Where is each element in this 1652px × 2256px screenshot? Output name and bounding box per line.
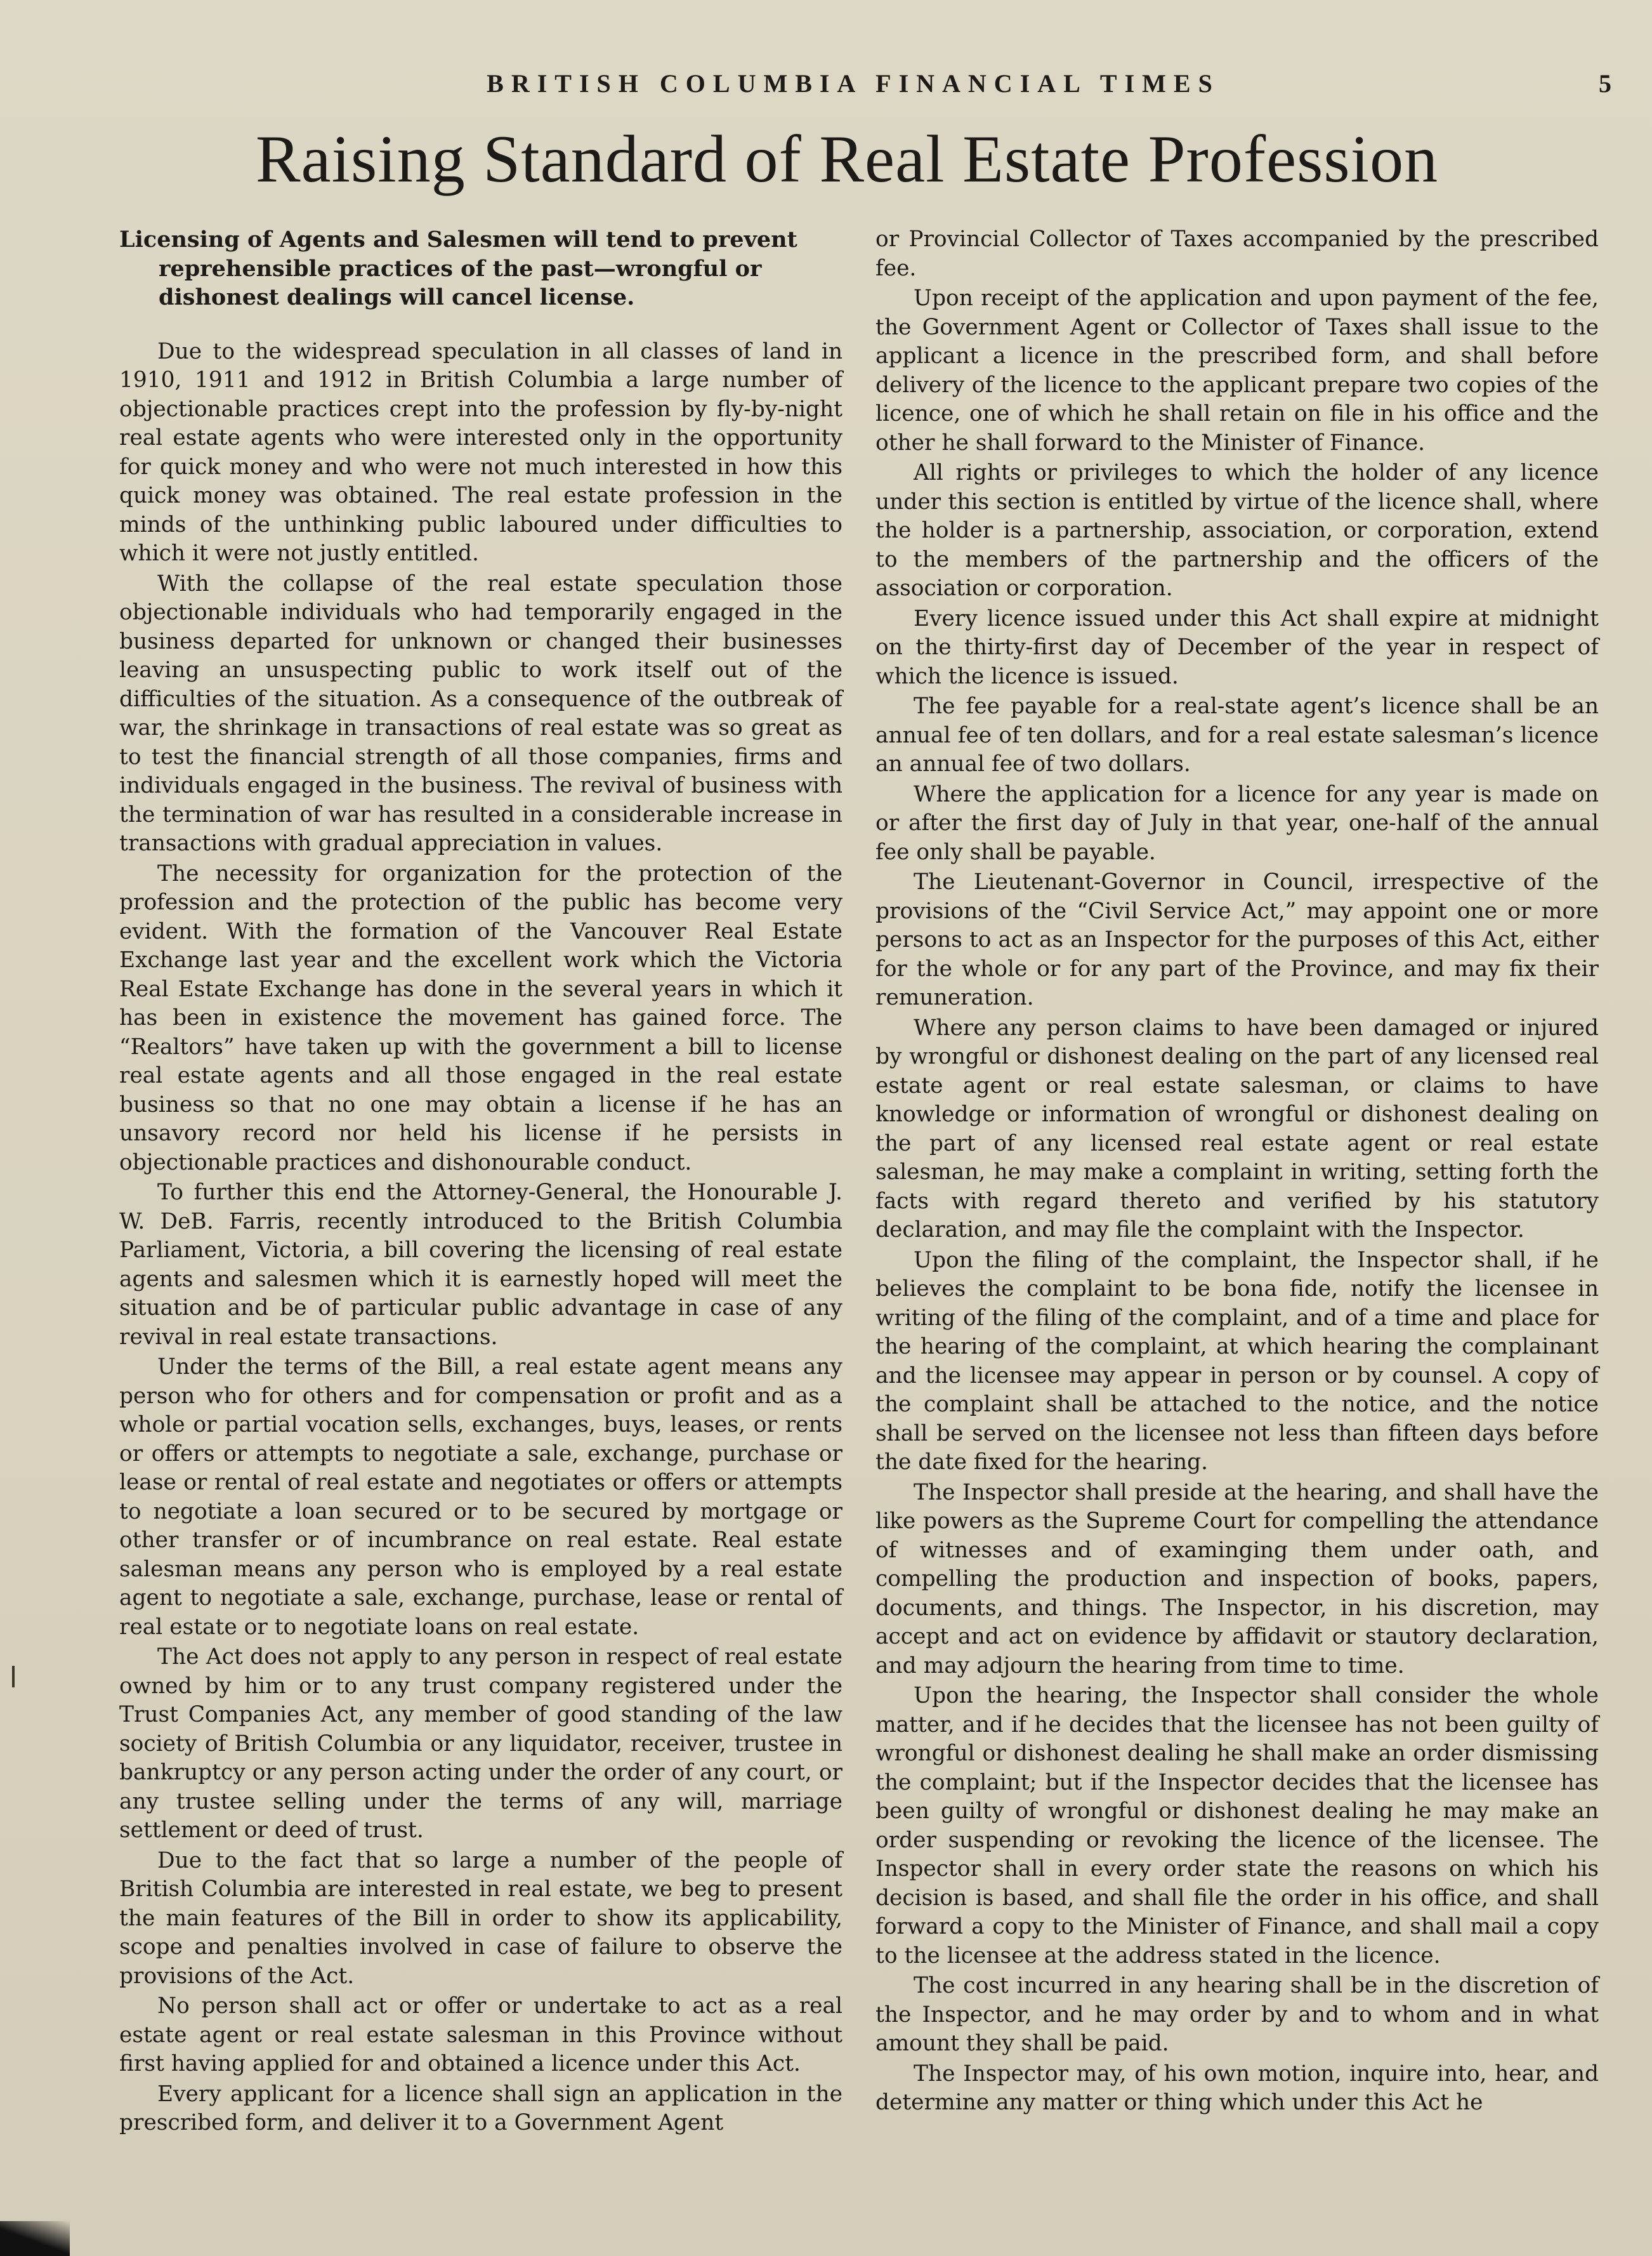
article-deck: Licensing of Agents and Salesmen will tend to prevent reprehensible practices of the past—wrongful or dishonest dealings will cancel license. xyxy=(119,227,797,310)
paragraph: To further this end the Attorney-General, the Honourable J. W. DeB. Farris, recently introduced to the British Columbia Parliament, Victoria, a bill covering the licensing of real estate agents and salesmen which it is earnestly hoped will meet the situation and be of particular public advantage in case of any revival in real estate transactions. xyxy=(119,1180,842,1350)
paragraph: No person shall act or offer or undertake to act as a real estate agent or real estate salesman in this Province without first having applied for and obtained a licence under this Act. xyxy=(119,1993,842,2076)
paragraph: Upon receipt of the application and upon payment of the fee, the Government Agent or Collector of Taxes shall issue to the applicant a licence in the prescribed form, and shall before delivery of the licence to the applicant prepare two copies of the licence, one of which he shall retain on file in his office and the other he shall forward to the Minister of Finance. xyxy=(875,286,1599,456)
left-column xyxy=(119,225,842,2139)
paragraph: Every applicant for a licence shall sign an application in the prescribed form, and deliver it to a Government Agent xyxy=(119,2081,842,2135)
paragraph: The necessity for organization for the protection of the profession and the protection of the public has become very evident. With the formation of the Vancouver Real Estate Exchange last year and the excellent work which the Victoria Real Estate Exchange has done in the several years in which it has been in existence the movement has gained force. The “Realtors” have taken up with the government a bill to license real estate agents and all those engaged in the real estate business so that no one may obtain a license if he has an unsavory record nor held his license if he persists in objectionable practices and dishonourable conduct. xyxy=(119,861,842,1175)
paragraph: The cost incurred in any hearing shall be in the discretion of the Inspector, and he may order by and to whom and in what amount they shall be paid. xyxy=(875,1973,1599,2056)
paragraph: The Lieutenant-Governor in Council, irrespective of the provisions of the “Civil Service Act,” may appoint one or more persons to act as an Inspector for the purposes of this Act, either for the whole or for any part of the Province, and may fix their remuneration. xyxy=(875,869,1599,1010)
paragraph: Due to the fact that so large a number of the people of British Columbia are interested in real estate, we beg to present the main features of the Bill in order to show its applicability, scope and penalties involved in case of failure to observe the provisions of the Act. xyxy=(119,1847,842,1989)
paragraph: All rights or privileges to which the holder of any licence under this section is entitled by virtue of the licence shall, where the holder is a partnership, association, or corporation, extend to the members of the partnership and the officers of the association or corporation. xyxy=(875,460,1599,601)
page-number: 5 xyxy=(1599,69,1611,98)
running-head xyxy=(171,69,1611,107)
masthead: BRITISH COLUMBIA FINANCIAL TIMES xyxy=(487,69,1220,98)
paragraph: Where any person claims to have been damaged or injured by wrongful or dishonest dealing on the part of any licensed real estate agent or real estate salesman, or claims to have knowledge or information of wrongful or dishonest dealing on the part of any licensed real estate agent or real estate salesman, he may make a complaint in writing, setting forth the facts with regard thereto and verified by his statutory declaration, and may file the complaint with the Inspector. xyxy=(875,1015,1599,1243)
paragraph: The fee payable for a real-state agent’s licence shall be an annual fee of ten dollars, and for a real estate salesman’s licence an annual fee of two dollars. xyxy=(875,694,1599,777)
paragraph: The Inspector may, of his own motion, inquire into, hear, and determine any matter or thing which under this Act he xyxy=(875,2061,1599,2115)
paragraph: Upon the hearing, the Inspector shall consider the whole matter, and if he decides that the licensee has not been guilty of wrongful or dishonest dealing he shall make an order dismissing the complaint; but if the Inspector decides that the licensee has been guilty of wrongful or dishonest dealing he may make an order suspending or revoking the licence of the licensee. The Inspector shall in every order state the reasons on which his decision is based, and shall file the order in his office, and shall forward a copy to the Minister of Finance, and shall mail a copy to the licensee at the address stated in the licence. xyxy=(875,1683,1599,1969)
margin-mark xyxy=(12,1666,15,1687)
paragraph: Upon the filing of the complaint, the Inspector shall, if he believes the complaint to be bona fide, notify the licensee in writing of the filing of the complaint, and of a time and place for the hearing of the complaint, at which hearing the complainant and the licensee may appear in person or by counsel. A copy of the complaint shall be attached to the notice, and the notice shall be served on the licensee not less than fifteen days before the date fixed for the hearing. xyxy=(875,1247,1599,1475)
paragraph: Under the terms of the Bill, a real estate agent means any person who for others and for compensation or profit and as a whole or partial vocation sells, exchanges, buys, leases, or rents or offers or attempts to negotiate a sale, exchange, purchase or lease or rental of real estate and negotiates or offers or attempts to negotiate a loan secured or to be secured by mortgage or other transfer or of incumbrance on real estate. Real estate salesman means any person who is employed by a real estate agent to negotiate a sale, exchange, purchase, lease or rental of real estate or to negotiate loans on real estate. xyxy=(119,1354,842,1640)
paragraph: Where the application for a licence for any year is made on or after the first day of July in that year, one-half of the annual fee only shall be payable. xyxy=(875,781,1599,865)
paragraph: The Inspector shall preside at the hearing, and shall have the like powers as the Supreme Court for compelling the attendance of witnesses and of examinging them under oath, and compelling the production and inspection of books, papers, documents, and things. The Inspector, in his discretion, may accept and act on evidence by affidavit or stautory declaration, and may adjourn the hearing from time to time. xyxy=(875,1479,1599,1679)
right-column xyxy=(875,225,1599,2119)
paragraph: or Provincial Collector of Taxes accompanied by the prescribed fee. xyxy=(875,227,1599,281)
paragraph: Due to the widespread speculation in all classes of land in 1910, 1911 and 1912 in British Columbia a large number of objectionable practices crept into the profession by fly-by-night real estate agents who were interested only in the opportunity for quick money and who were not much interested in how this quick money was obtained. The real estate profession in the minds of the unthinking public laboured under difficulties to which it were not justly entitled. xyxy=(119,338,842,566)
paragraph: The Act does not apply to any person in respect of real estate owned by him or to any trust company registered under the Trust Companies Act, any member of good standing of the law society of British Columbia or any liquidator, receiver, trustee in bankruptcy or any person acting under the order of any court, or any trustee selling under the terms of any will, marriage settlement or deed of trust. xyxy=(119,1644,842,1843)
paragraph: With the collapse of the real estate speculation those objectionable individuals who had temporarily engaged in the business departed for unknown or changed their businesses leaving an unsuspecting public to work itself out of the difficulties of the situation. As a consequence of the outbreak of war, the shrinkage in transactions of real estate was so great as to test the financial strength of all those companies, firms and individuals engaged in the business. The revival of business with the termination of war has resulted in a considerable increase in transactions with gradual appreciation in values. xyxy=(119,571,842,856)
article-headline: Raising Standard of Real Estate Profession xyxy=(255,122,1439,196)
paragraph: Every licence issued under this Act shall expire at midnight on the thirty-first day of December of the year in respect of which the licence is issued. xyxy=(875,605,1599,689)
scan-corner-shadow xyxy=(0,2221,70,2256)
